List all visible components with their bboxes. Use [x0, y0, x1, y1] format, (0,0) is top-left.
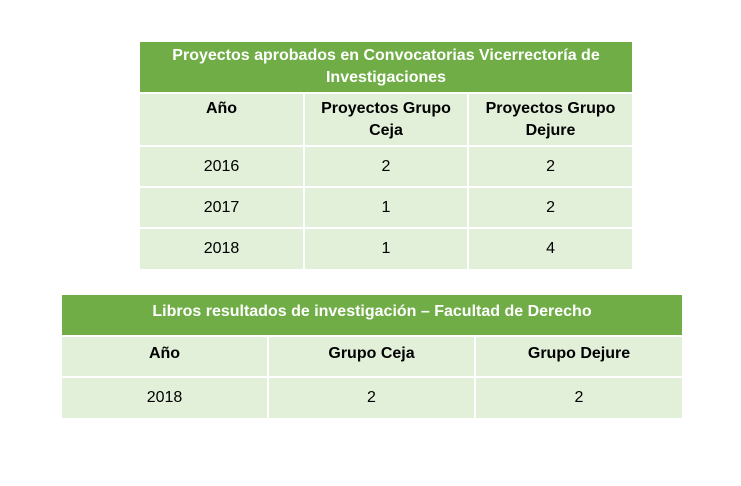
ceja-cell: 2: [268, 377, 475, 418]
table-row: [140, 146, 632, 187]
libros-table-title: Libros resultados de investigación – Facultad de Derecho: [62, 295, 682, 336]
year-cell: 2018: [140, 228, 304, 269]
proyectos-table-title: Proyectos aprobados en Convocatorias Vicerrectoría de Investigaciones: [140, 42, 632, 93]
column-header-dejure: Grupo Dejure: [475, 336, 682, 377]
dejure-cell: 2: [468, 187, 632, 228]
dejure-cell: 2: [475, 377, 682, 418]
column-header-year: Año: [140, 93, 304, 146]
column-header-year: Año: [62, 336, 268, 377]
column-header-ceja: Proyectos Grupo Ceja: [304, 93, 468, 146]
dejure-cell: 4: [468, 228, 632, 269]
ceja-cell: 2: [304, 146, 468, 187]
column-header-dejure: Proyectos Grupo Dejure: [468, 93, 632, 146]
year-cell: 2017: [140, 187, 304, 228]
proyectos-header-row: [140, 93, 632, 146]
ceja-cell: 1: [304, 187, 468, 228]
dejure-cell: 2: [468, 146, 632, 187]
libros-header-row: [62, 336, 682, 377]
libros-table: [62, 295, 682, 418]
table-row: [140, 187, 632, 228]
table-row: [140, 228, 632, 269]
year-cell: 2016: [140, 146, 304, 187]
year-cell: 2018: [62, 377, 268, 418]
proyectos-table: [140, 42, 632, 269]
table-row: [62, 377, 682, 418]
column-header-ceja: Grupo Ceja: [268, 336, 475, 377]
ceja-cell: 1: [304, 228, 468, 269]
